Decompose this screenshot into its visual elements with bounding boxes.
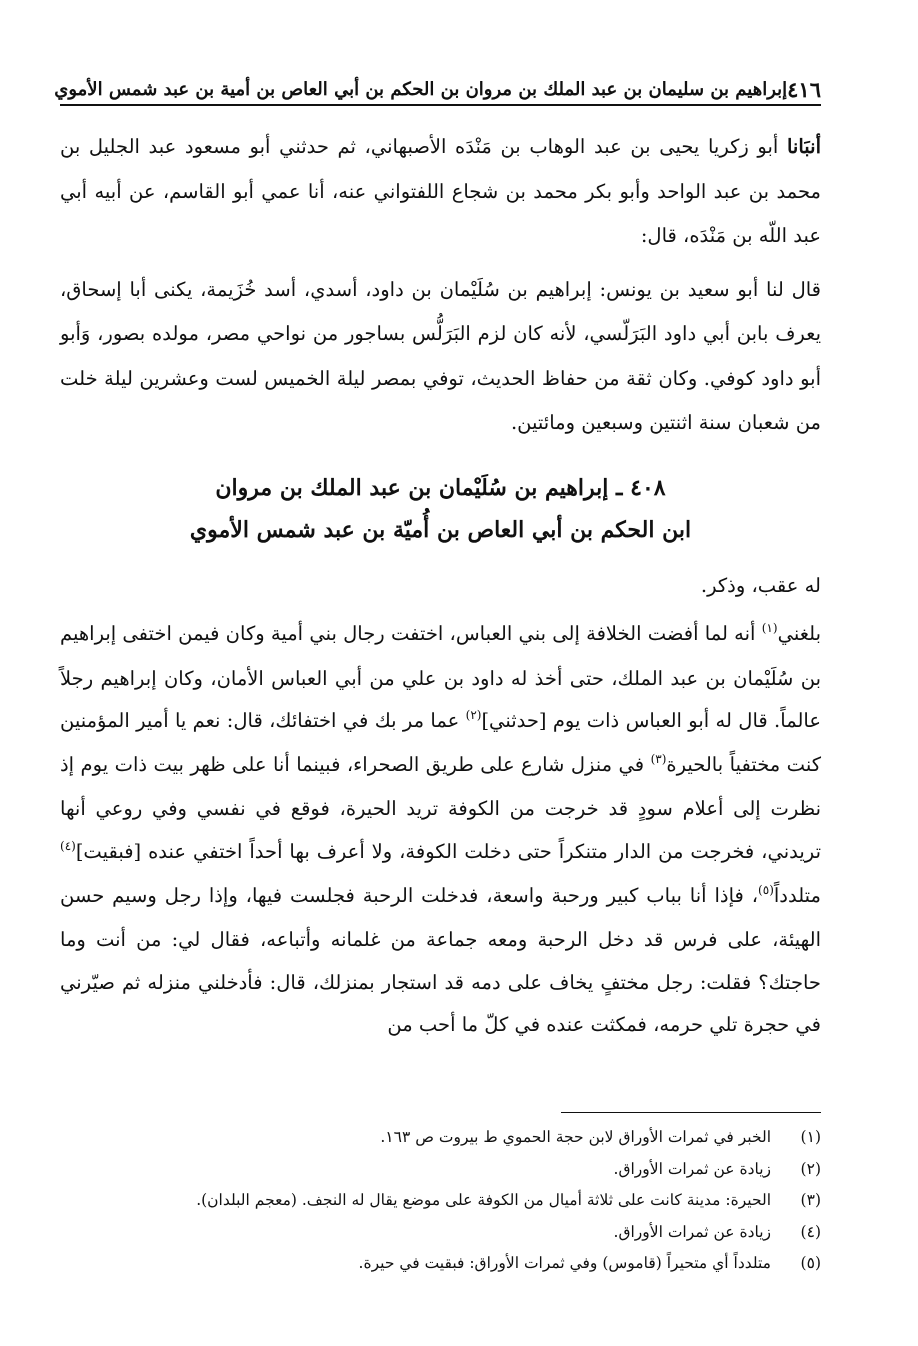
footnote-ref-3: (٣): [650, 752, 667, 767]
footnote-number: (٤): [800, 1222, 821, 1241]
page-number: ٤١٦: [787, 77, 821, 102]
text-run: في منزل شارع على طريق الصحراء، فبينما أنا على ظهر بيت ذات يوم إذ نظرت إلى أعلام سودٍ قد خرجت من الكوفة تريد الحيرة، فوقع في نفسي وفي روعي أنها تريدني، فخرجت من الدار متنكراً حتى دخلت الكوفة، ولا أعرف بها أحداً اختفي عنده [فبقيت]: [60, 753, 821, 863]
footnote-text: زيادة عن ثمرات الأوراق.: [613, 1222, 771, 1241]
running-title: إبراهيم بن سليمان بن عبد الملك بن مروان بن الحكم بن أبي العاص بن أمية بن عبد شمس الأموي: [54, 79, 788, 100]
footnote-number: (١): [800, 1128, 821, 1146]
footnote-ref-2: (٢): [465, 707, 482, 722]
footnote: [60, 1154, 821, 1186]
intro-text: أبو زكريا يحيى بن عبد الوهاب بن مَنْدَه الأصبهاني، ثم حدثني أبو مسعود عبد الجليل بن محمد بن عبد الواحد وأبو بكر محمد بن شجاع اللفتواني عنه، أنا عمي أبو القاسم، عن أبيه أبي عبد اللّه بن مَنْدَه، قال:: [60, 135, 821, 247]
entry-heading: [60, 467, 821, 551]
intro-lead-word: أنبَانا: [786, 135, 821, 158]
footnote-text: زيادة عن ثمرات الأوراق.: [613, 1159, 771, 1178]
entry-body: [60, 565, 821, 1046]
footnote-number: (٣): [800, 1191, 821, 1209]
footnote-text: متلدداً أي متحيراً (قاموس) وفي ثمرات الأوراق: فبقيت في حيرة.: [358, 1254, 771, 1272]
footnote-ref-1: (١): [761, 621, 778, 636]
footnote-ref-5: (٥): [758, 883, 774, 898]
footnote: [60, 1217, 821, 1249]
footnote-number: (٢): [800, 1159, 821, 1178]
text-run: أنه لما أفضت الخلافة إلى بني العباس، اختفت رجال بني أمية وكان فيمن اختفى إبراهيم بن سُلَيْمان بن عبد الملك، حتى أخذ له داود بن علي من أبي العباس الأمان، وكان إبراهيم رجلاً عالماً. قال له أبو العباس ذات يوم [حدثني]: [60, 622, 821, 732]
footnote-number: (٥): [800, 1254, 821, 1272]
intro-paragraph: [60, 125, 821, 259]
footnote-text: الحيرة: مدينة كانت على ثلاثة أميال من الكوفة على موضع يقال له النجف. (معجم البلدان).: [196, 1191, 771, 1209]
footnote-rule: [561, 1112, 821, 1113]
entry-heading-line1: ٤٠٨ ـ إبراهيم بن سُلَيْمان بن عبد الملك بن مروان: [215, 475, 666, 501]
text-run: ، فإذا أنا بباب كبير ورحبة واسعة، فدخلت الرحبة فجلست فيها، وإذا رجل وسيم حسن الهيئة، على فرس قد دخل الرحبة ومعه جماعة من غلمانه وأتباعه، فقال لي: من أنت وما حاجتك؟ فقلت: رجل مختفٍ يخاف على دمه قد استجار بمنزلك، قال: فأدخلني منزله ثم صيّرني في حجرة تلي حرمه، فمكثت عنده في كلّ ما أحب من: [60, 884, 821, 1036]
entry-paragraph-2: [60, 613, 821, 1046]
entry-heading-line2: ابن الحكم بن أبي العاص بن أُميّة بن عبد شمس الأموي: [189, 517, 692, 543]
footnote: [60, 1248, 821, 1280]
intro-section: [60, 125, 821, 446]
footnote-text: الخبر في ثمرات الأوراق لابن حجة الحموي ط بيروت ص ١٦٣.: [380, 1128, 771, 1146]
footnote: [60, 1122, 821, 1154]
header-rule: [60, 104, 821, 106]
entry-paragraph-1: له عقب، وذكر.: [700, 574, 821, 597]
text-run: بلغني: [777, 622, 821, 646]
footnote: [60, 1185, 821, 1217]
ibn-yunus-paragraph: قال لنا أبو سعيد بن يونس: إبراهيم بن سُلَيْمان بن داود، أسدي، أسد خُزَيمة، يكنى أبا إسحاق، يعرف بابن أبي داود البَرَلّسي، لأنه كان لزم البَرَلُّس بساجور من نواحي مصر، مولده بصور، وَأبو أبو داود كوفي. وكان ثقة من حفاظ الحديث، توفي بمصر ليلة الخميس لست وعشرين ليلة خلت من شعبان سنة اثنتين وسبعين ومائتين.: [60, 277, 821, 434]
text-run: عما مر بك في اختفائك، قال: نعم يا أمير المؤمنين كنت مختفياً بالحيرة: [60, 708, 822, 777]
footnotes: [60, 1122, 821, 1280]
page-header: [54, 70, 821, 104]
footnote-ref-4: (٤): [60, 838, 76, 853]
text-run: متلدداً: [773, 884, 821, 908]
